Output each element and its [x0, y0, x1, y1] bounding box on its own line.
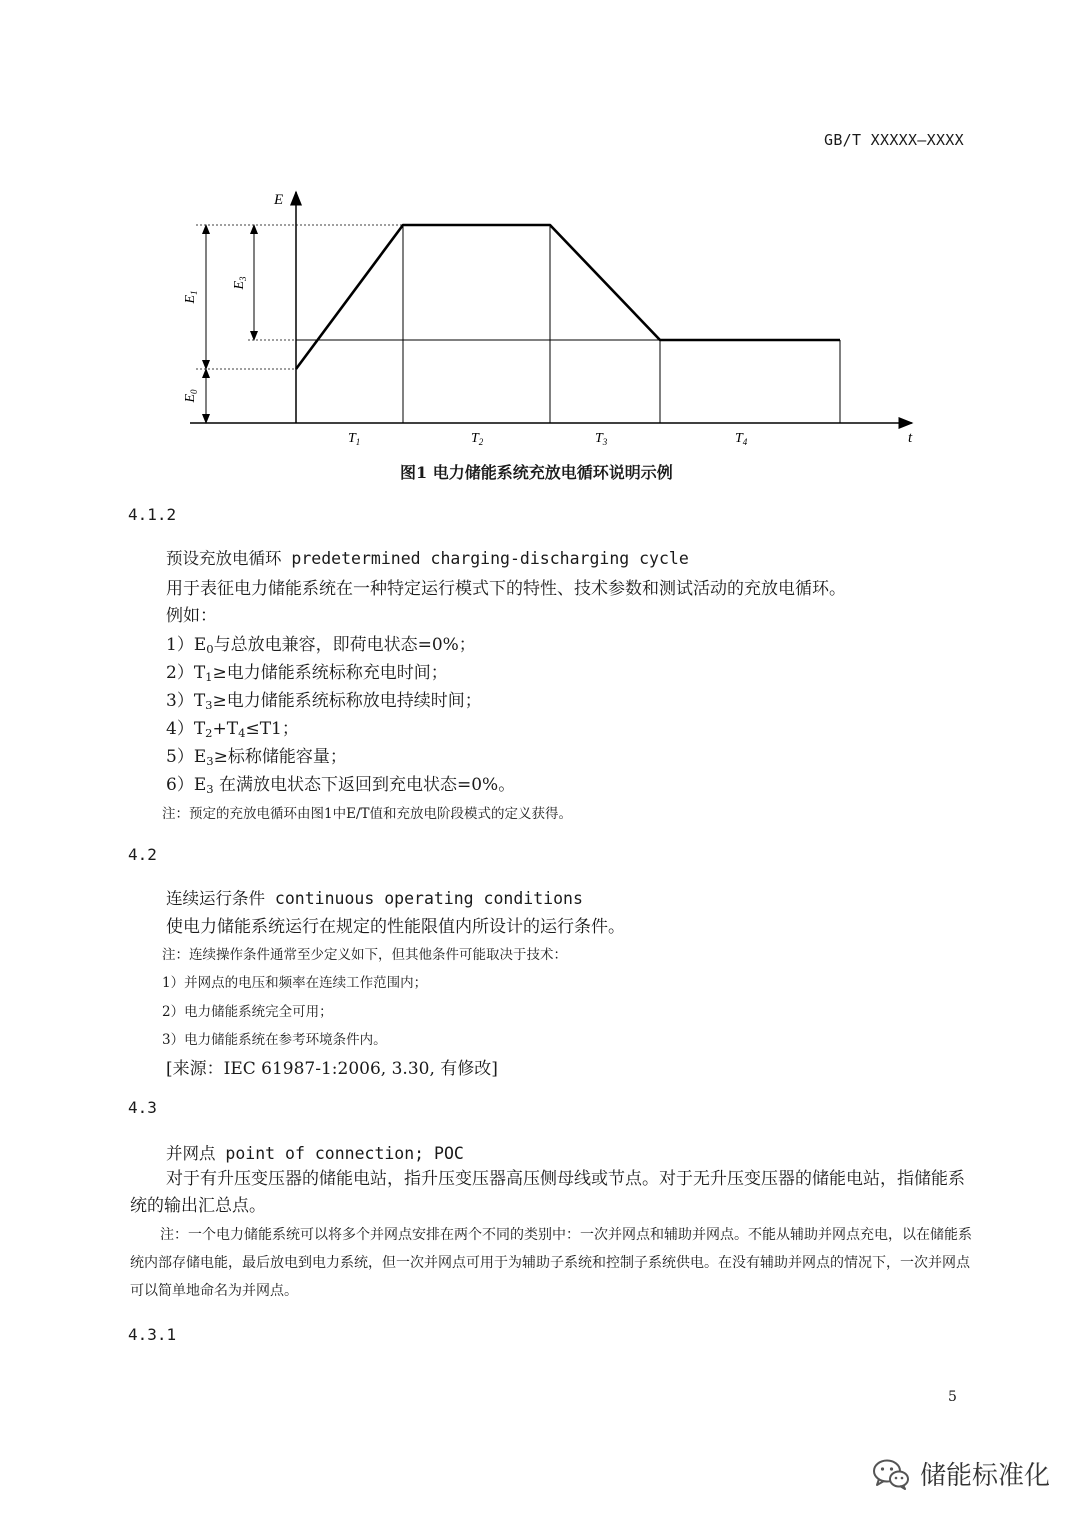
term-point-of-connection: 并网点 point of connection; POC	[166, 1144, 464, 1163]
definition-predetermined-cycle: 用于表征电力储能系统在一种特定运行模式下的特性、技术参数和测试活动的充放电循环。	[166, 579, 846, 599]
section-number-4-2: 4.2	[128, 845, 157, 864]
note-point-of-connection: 注：一个电力储能系统可以将多个并网点安排在两个不同的类别中：一次并网点和辅助并网点。不能从辅助并网点充电，以在储能系统内部存储电能，最后放电到电力系统，但一次并网点可用于为辅助子系统和控制子系统供电。在没有辅助并网点的情况下，一次并网点可以简单地命名为并网点。	[130, 1227, 972, 1299]
condition-item-3: 3）电力储能系统在参考环境条件内。	[162, 1032, 387, 1048]
example-item-6: $6)E_3$ 在满放电状态下返回到充电状态=0%。	[166, 775, 516, 796]
e3-label: $E_3$	[232, 276, 248, 290]
term-continuous-conditions: 连续运行条件 continuous operating conditions	[166, 889, 583, 908]
condition-item-1: 1）并网点的电压和频率在连续工作范围内；	[162, 975, 428, 991]
term-predetermined-cycle: 预设充放电循环 predetermined charging-discharging cycle	[166, 549, 689, 568]
cycle-diagram	[160, 180, 940, 455]
t1-label: $T_1$	[348, 431, 361, 447]
t3-label: $T_3$	[595, 431, 608, 447]
section-number-4-1-2: 4.1.2	[128, 505, 177, 524]
note-predetermined-cycle: 注：预定的充放电循环由图1中E/T值和充放电阶段模式的定义获得。	[162, 806, 572, 822]
example-item-4: $4)T_2+T_4\le T1$；	[166, 719, 299, 740]
t2-label: $T_2$	[471, 431, 484, 447]
definition-continuous-conditions: 使电力储能系统运行在规定的性能限值内所设计的运行条件。	[166, 917, 625, 937]
page-number: 5	[948, 1389, 957, 1405]
example-item-5: $5)E_3\ge$标称储能容量；	[166, 747, 347, 768]
watermark	[872, 1455, 1050, 1492]
e0-label: $E_0$	[183, 389, 199, 403]
condition-item-2: 2）电力储能系统完全可用；	[162, 1004, 333, 1020]
section-number-4-3: 4.3	[128, 1098, 157, 1117]
e1-label: $E_1$	[183, 290, 199, 304]
standard-number: GB/T XXXXX—XXXX	[824, 131, 964, 149]
example-item-3: $3)T_3\ge$电力储能系统标称放电持续时间；	[166, 691, 482, 712]
watermark-text: 储能标准化	[920, 1461, 1051, 1491]
wechat-icon	[872, 1458, 910, 1490]
energy-profile	[296, 225, 840, 369]
example-intro: 例如：	[166, 606, 217, 626]
e-axis-label: E	[274, 192, 284, 208]
t-axis-label: t	[908, 430, 913, 446]
example-item-1: $1)E_0$与总放电兼容，即荷电状态=0%；	[166, 635, 476, 656]
section-number-4-3-1: 4.3.1	[128, 1325, 177, 1344]
t4-label: $T_4$	[735, 431, 748, 447]
note-continuous-conditions: 注：连续操作条件通常至少定义如下，但其他条件可能取决于技术：	[162, 947, 567, 963]
source-reference: [来源：IEC 61987-1:2006, 3.30, 有修改]	[166, 1059, 498, 1079]
figure-caption: 图1 电力储能系统充放电循环说明示例	[400, 463, 673, 482]
definition-point-of-connection: 对于有升压变压器的储能电站，指升压变压器高压侧母线或节点。对于无升压变压器的储能电站，指储能系统的输出汇总点。	[130, 1169, 965, 1216]
example-item-2: $2)T_1\ge$电力储能系统标称充电时间；	[166, 663, 448, 684]
